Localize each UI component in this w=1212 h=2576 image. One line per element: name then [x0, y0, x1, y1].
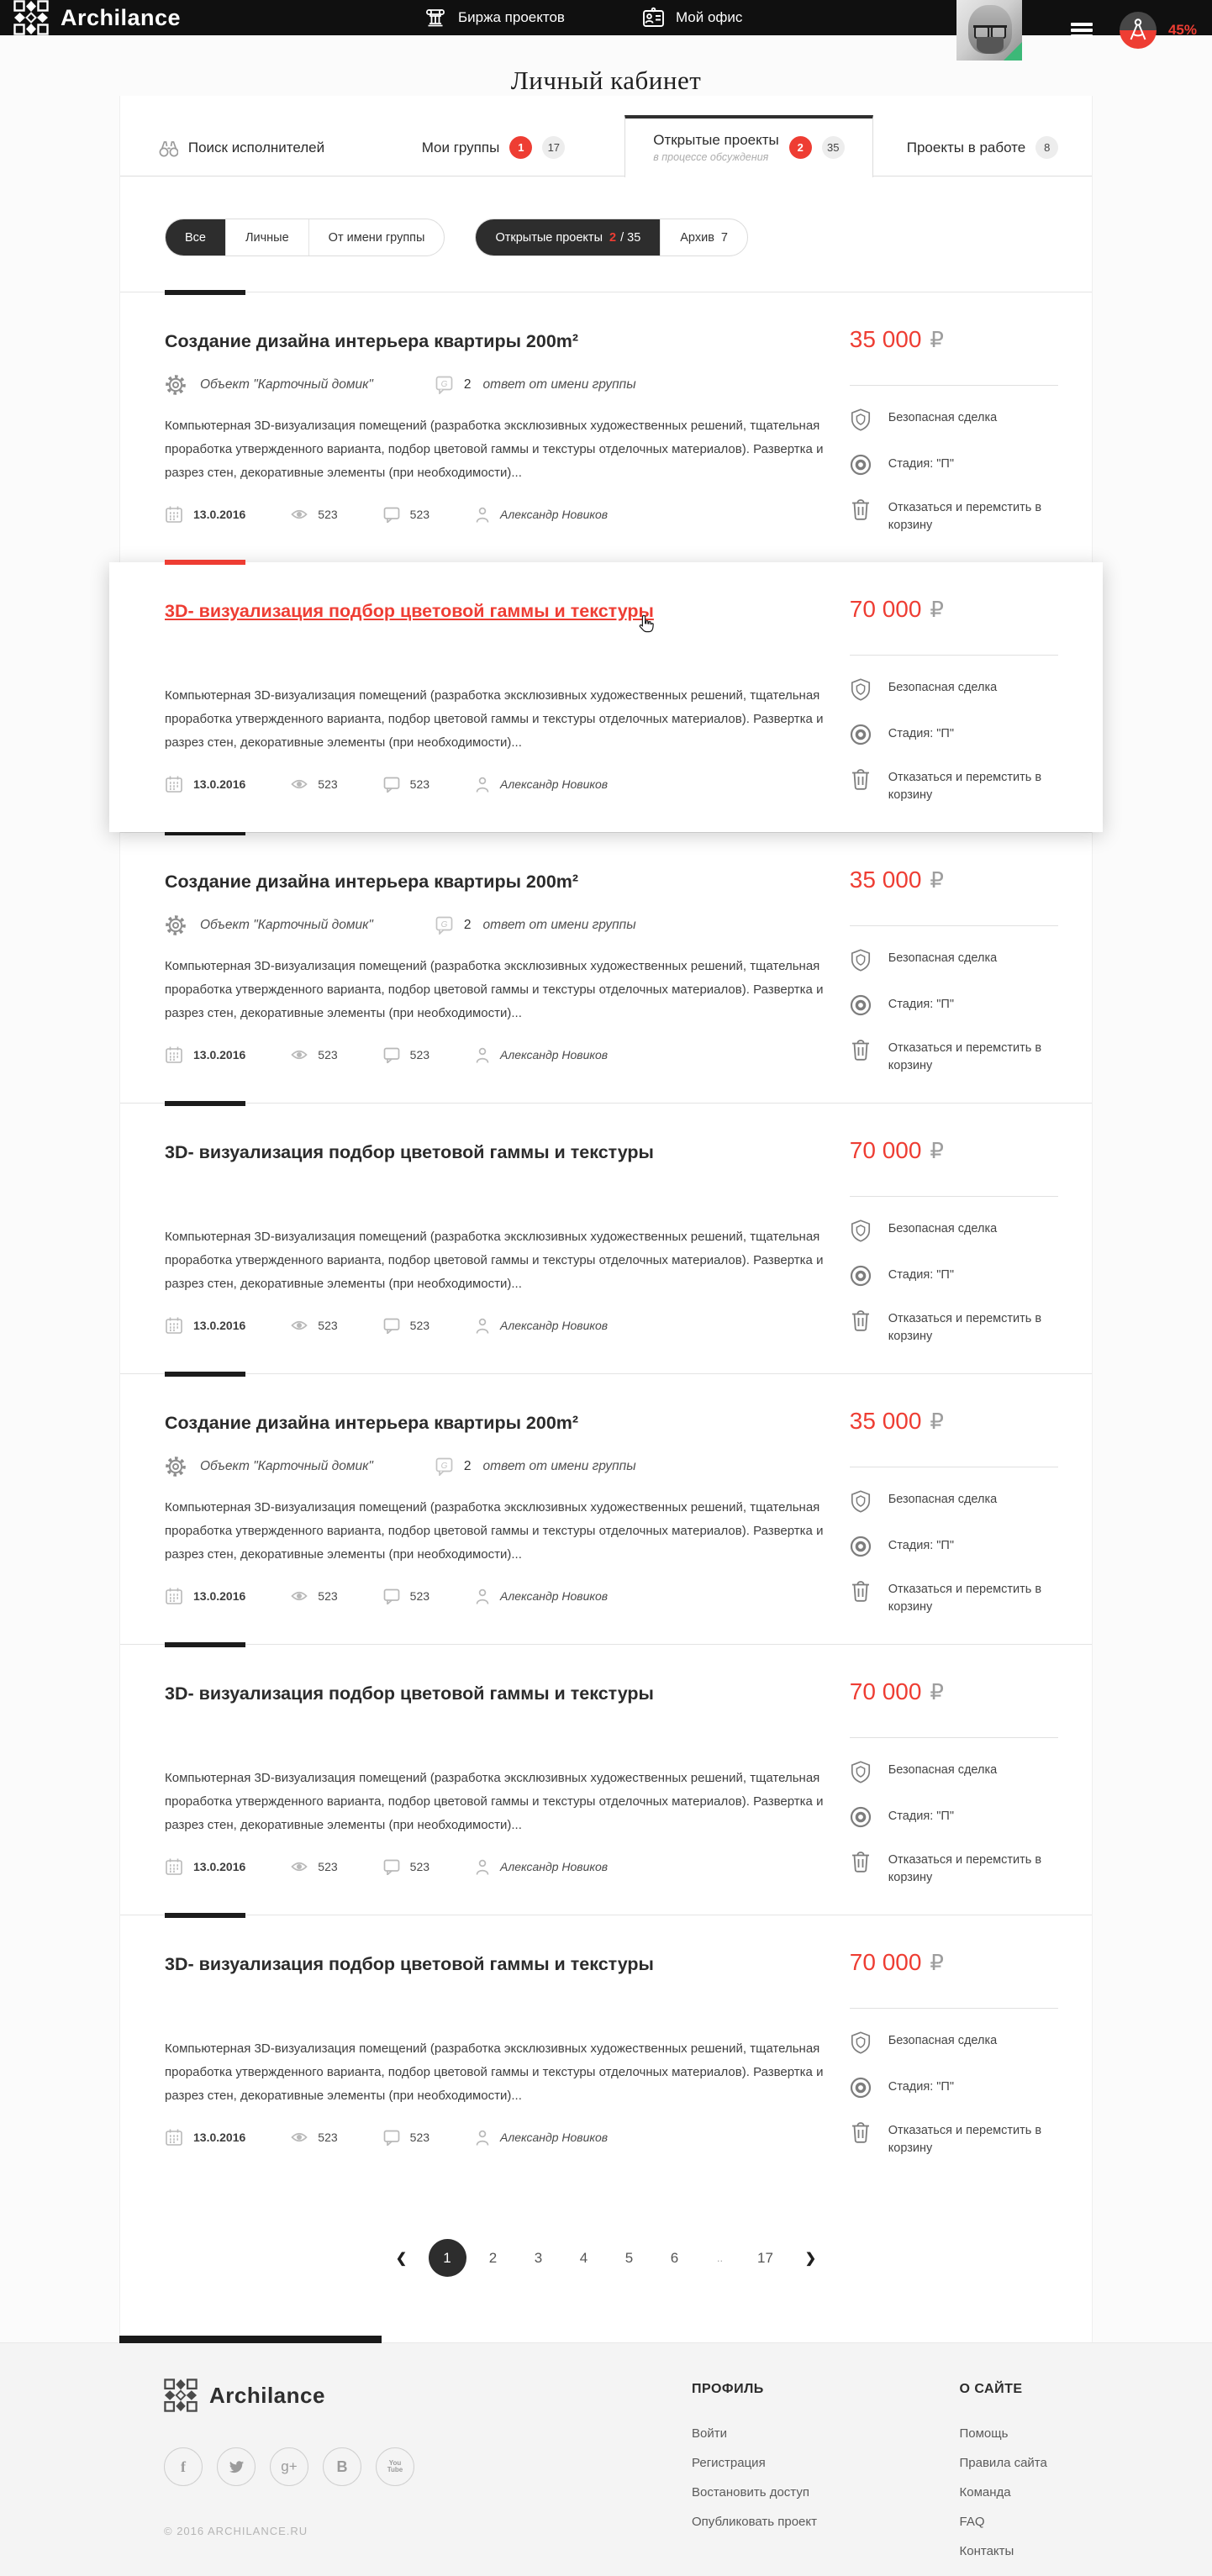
footer-column-profile — [692, 2378, 825, 2566]
ruble-sign: ₽ — [930, 598, 944, 623]
discard-action[interactable]: Отказаться и перемстить в корзину — [850, 1852, 1058, 1887]
project-card — [109, 562, 1103, 832]
chat-bubble-g-icon — [435, 916, 454, 935]
person-icon — [475, 1859, 490, 1875]
footer-link[interactable]: Команда — [959, 2485, 1011, 2500]
views-count: 523 — [291, 1318, 337, 1333]
card-stats-row — [165, 2128, 850, 2147]
comments-count[interactable]: 523 — [383, 1588, 429, 1604]
tab-label: Открытые проекты — [653, 132, 779, 148]
header-right-cluster — [956, 0, 1212, 61]
tab-4[interactable] — [873, 119, 1092, 176]
project-object: Объект "Карточный домик" — [165, 914, 373, 936]
page-number-17[interactable]: 17 — [757, 2249, 773, 2266]
tab-label: Поиск исполнителей — [187, 139, 325, 155]
project-card — [120, 1373, 1092, 1644]
card-stats-row — [165, 1857, 850, 1876]
publish-date: 13.0.2016 — [165, 1587, 245, 1605]
ruble-sign: ₽ — [930, 1951, 944, 1976]
calendar-icon — [165, 1587, 183, 1605]
ownership-filter-group — [165, 219, 445, 256]
footer-link[interactable]: Востановить доступ — [692, 2485, 809, 2500]
stage-row: Стадия: "П" — [850, 1808, 1058, 1828]
project-title-link[interactable]: Создание дизайна интерьера квартиры 200m² — [165, 1413, 579, 1433]
footer-link[interactable]: Контакты — [959, 2544, 1014, 2558]
ruble-sign: ₽ — [930, 868, 944, 893]
target-icon — [850, 454, 872, 476]
project-title-link[interactable]: 3D- визуализация подбор цветовой гаммы и текстуры — [165, 1142, 654, 1162]
project-price: 70 000 ₽ — [849, 1678, 944, 1705]
person-icon — [475, 1588, 490, 1604]
discard-action[interactable]: Отказаться и перемстить в корзину — [850, 769, 1058, 804]
publish-date: 13.0.2016 — [165, 2128, 245, 2147]
side-divider — [850, 655, 1058, 656]
project-description: Компьютерная 3D-визуализация помещений (разработка эксклюзивных художественных решений, тщательная проработка утвержденного варианта, подбор цветовой гаммы и текстуры отделочных материалов). Развертка и разрез стен, декоративные элементы (при необходимости)... — [165, 1230, 824, 1291]
comments-count[interactable]: 523 — [383, 1859, 429, 1875]
avatar-status-corner — [1003, 41, 1022, 61]
trash-icon — [850, 767, 872, 790]
compass-gauge-icon[interactable] — [1120, 12, 1157, 49]
google-plus-icon[interactable]: g+ — [270, 2447, 308, 2486]
pagination-ellipsis: .. — [716, 2252, 724, 2264]
comments-count[interactable]: 523 — [383, 1047, 429, 1063]
project-price: 35 000 ₽ — [849, 867, 944, 893]
tab-sublabel: в процессе обсуждения — [653, 151, 769, 163]
bank-icon — [424, 7, 446, 29]
publish-date: 13.0.2016 — [165, 1046, 245, 1064]
card-stats-row — [165, 1587, 850, 1605]
safe-deal-row: Безопасная сделка — [850, 950, 1058, 972]
page-number-6[interactable]: 6 — [670, 2249, 679, 2266]
hamburger-menu-icon[interactable] — [1071, 23, 1093, 38]
project-card — [120, 1103, 1092, 1373]
side-divider — [850, 925, 1058, 926]
card-stats-row — [165, 775, 850, 793]
project-description: Компьютерная 3D-визуализация помещений (разработка эксклюзивных художественных решений, тщательная проработка утвержденного варианта, подбор цветовой гаммы и текстуры отделочных материалов). Развертка и разрез стен, декоративные элементы (при необходимости)... — [165, 959, 824, 1020]
discard-action[interactable]: Отказаться и перемстить в корзину — [850, 1040, 1058, 1075]
project-title-link[interactable]: 3D- визуализация подбор цветовой гаммы и текстуры — [165, 601, 654, 621]
views-count: 523 — [291, 2130, 337, 2145]
card-stats-row — [165, 1316, 850, 1335]
person-icon — [475, 507, 490, 523]
discard-action[interactable]: Отказаться и перемстить в корзину — [850, 1310, 1058, 1346]
behance-icon[interactable]: B — [323, 2447, 361, 2486]
footer-link[interactable]: FAQ — [959, 2515, 985, 2529]
ruble-sign: ₽ — [930, 1139, 944, 1164]
project-title-link[interactable]: Создание дизайна интерьера квартиры 200m² — [165, 872, 579, 892]
project-description: Компьютерная 3D-визуализация помещений (разработка эксклюзивных художественных решений, тщательная проработка утвержденного варианта, подбор цветовой гаммы и текстуры отделочных материалов). Развертка и разрез стен, декоративные элементы (при необходимости)... — [165, 1500, 824, 1562]
trash-icon — [850, 1850, 872, 1873]
safe-deal-row: Безопасная сделка — [850, 679, 1058, 702]
publish-date: 13.0.2016 — [165, 505, 245, 524]
footer — [0, 2342, 1212, 2576]
target-icon — [850, 724, 872, 745]
comment-icon — [383, 1859, 400, 1875]
footer-column-title: ПРОФИЛЬ — [692, 2382, 764, 2396]
pagination-next[interactable]: ❯ — [804, 2251, 817, 2266]
tab-badge-red: 1 — [509, 136, 532, 159]
binoculars-icon — [158, 138, 178, 158]
project-description: Компьютерная 3D-визуализация помещений (разработка эксклюзивных художественных решений, тщательная проработка утвержденного варианта, подбор цветовой гаммы и текстуры отделочных материалов). Развертка и разрез стен, декоративные элементы (при необходимости)... — [165, 2041, 824, 2103]
card-accent-dash — [165, 560, 245, 565]
shield-icon — [850, 2031, 872, 2055]
views-count: 523 — [291, 1047, 337, 1062]
brand-logo[interactable] — [13, 0, 181, 35]
safe-deal-row: Безопасная сделка — [850, 1220, 1058, 1243]
publish-date: 13.0.2016 — [165, 1857, 245, 1876]
target-icon — [850, 1536, 872, 1557]
card-accent-dash — [165, 1372, 245, 1377]
trash-icon — [850, 1579, 872, 1602]
nav-item[interactable] — [424, 7, 565, 29]
person-icon — [475, 1047, 490, 1063]
pagination — [120, 2239, 1092, 2277]
card-side-panel — [850, 1645, 1058, 1915]
tab-badge-gray: 35 — [822, 136, 845, 159]
shield-icon — [850, 408, 872, 432]
discard-action[interactable]: Отказаться и перемстить в корзину — [850, 2122, 1058, 2157]
main-nav — [424, 7, 742, 29]
chat-bubble-g-icon — [435, 376, 454, 394]
project-author[interactable]: Александр Новиков — [475, 1588, 608, 1604]
comments-count[interactable]: 523 — [383, 1318, 429, 1334]
project-object: Объект "Карточный домик" — [165, 374, 373, 396]
card-accent-dash — [165, 1913, 245, 1918]
calendar-icon — [165, 505, 183, 524]
calendar-icon — [165, 2128, 183, 2147]
discard-action[interactable]: Отказаться и перемстить в корзину — [850, 499, 1058, 535]
views-count: 523 — [291, 777, 337, 792]
stage-row: Стадия: "П" — [850, 1537, 1058, 1557]
target-icon — [850, 1806, 872, 1828]
gear-icon — [165, 914, 187, 936]
eye-icon — [291, 1588, 308, 1604]
discard-action[interactable]: Отказаться и перемстить в корзину — [850, 1581, 1058, 1616]
card-accent-dash — [165, 290, 245, 295]
shield-icon — [850, 1489, 872, 1514]
footer-link[interactable]: Войти — [692, 2426, 727, 2441]
project-price: 70 000 ₽ — [849, 596, 944, 623]
pagination-prev[interactable]: ❮ — [395, 2251, 408, 2266]
tab-label: Проекты в работе — [906, 139, 1026, 155]
person-icon — [475, 1318, 490, 1334]
project-description: Компьютерная 3D-визуализация помещений (разработка эксклюзивных художественных решений, тщательная проработка утвержденного варианта, подбор цветовой гаммы и текстуры отделочных материалов). Развертка и разрез стен, декоративные элементы (при необходимости)... — [165, 419, 824, 480]
comment-icon — [383, 1047, 400, 1063]
footer-brand-block — [164, 2378, 414, 2566]
tab-badge-gray: 17 — [542, 136, 565, 159]
footer-link[interactable]: Помощь — [959, 2426, 1009, 2441]
profile-completion-percent: 45% — [1167, 22, 1197, 38]
chat-bubble-g-icon — [435, 1457, 454, 1476]
filter-segment[interactable]: Архив 7 — [660, 219, 747, 255]
card-side-panel — [850, 1374, 1058, 1644]
person-icon — [475, 777, 490, 793]
project-author[interactable]: Александр Новиков — [475, 2130, 608, 2146]
footer-brand-name: Archilance — [209, 2382, 325, 2408]
safe-deal-row: Безопасная сделка — [850, 1762, 1058, 1784]
footer-link[interactable]: Регистрация — [692, 2456, 766, 2470]
filter-bar — [120, 176, 1092, 292]
project-title-link[interactable]: 3D- визуализация подбор цветовой гаммы и текстуры — [165, 1954, 654, 1974]
project-author[interactable]: Александр Новиков — [475, 1859, 608, 1875]
tab-3[interactable] — [624, 115, 873, 177]
hand-cursor — [635, 614, 655, 635]
tab-badge-red: 2 — [789, 136, 812, 159]
calendar-icon — [165, 775, 183, 793]
eye-icon — [291, 1047, 308, 1062]
card-stats-row — [165, 1046, 850, 1064]
nav-item[interactable] — [642, 7, 742, 29]
eye-icon — [291, 507, 308, 522]
target-icon — [850, 2077, 872, 2099]
group-replies[interactable]: 2 ответ от имени группы — [435, 916, 636, 935]
shield-icon — [850, 948, 872, 972]
card-side-panel — [850, 562, 1058, 832]
trash-icon — [850, 1309, 872, 1331]
logo-icon — [164, 2378, 198, 2412]
calendar-icon — [165, 1857, 183, 1876]
filter-segment[interactable]: Все — [166, 219, 225, 255]
shield-icon — [850, 677, 872, 702]
card-meta-row — [165, 909, 850, 941]
comment-icon — [383, 507, 400, 523]
filter-segment[interactable]: От имени группы — [308, 219, 445, 255]
eye-icon — [291, 777, 308, 792]
tab-bar — [120, 119, 1092, 176]
page-number-5[interactable]: 5 — [624, 2249, 634, 2266]
project-card — [120, 1915, 1092, 2185]
project-author[interactable]: Александр Новиков — [475, 1318, 608, 1334]
filter-segment[interactable]: Открытые проекты 2 / 35 — [476, 219, 660, 255]
card-side-panel — [850, 292, 1058, 562]
tab-badge-gray: 8 — [1035, 136, 1058, 159]
user-avatar[interactable] — [956, 0, 1022, 61]
comment-icon — [383, 1588, 400, 1604]
facebook-icon[interactable]: f — [164, 2447, 203, 2486]
card-side-panel — [850, 1104, 1058, 1373]
trash-icon — [850, 2120, 872, 2143]
card-accent-dash — [165, 1642, 245, 1647]
calendar-icon — [165, 1316, 183, 1335]
eye-icon — [291, 2130, 308, 2145]
card-accent-dash — [165, 1101, 245, 1106]
project-price: 35 000 ₽ — [849, 326, 944, 353]
shield-icon — [850, 1760, 872, 1784]
youtube-icon[interactable]: You Tube — [376, 2447, 414, 2486]
project-title-link[interactable]: Создание дизайна интерьера квартиры 200m² — [165, 331, 579, 351]
card-stats-row — [165, 505, 850, 524]
comment-icon — [383, 777, 400, 793]
safe-deal-row: Безопасная сделка — [850, 409, 1058, 432]
top-navigation-bar — [0, 0, 1212, 38]
footer-column-about — [960, 2378, 1093, 2566]
project-object: Объект "Карточный домик" — [165, 1456, 373, 1478]
tab-2[interactable] — [362, 119, 624, 176]
filter-segment[interactable]: Личные — [225, 219, 308, 255]
eye-icon — [291, 1318, 308, 1333]
gear-icon — [165, 1456, 187, 1478]
card-side-panel — [850, 833, 1058, 1103]
stage-row: Стадия: "П" — [850, 2078, 1058, 2099]
footer-link[interactable]: Правила сайта — [959, 2456, 1047, 2470]
safe-deal-row: Безопасная сделка — [850, 2032, 1058, 2055]
views-count: 523 — [291, 1588, 337, 1604]
comments-count[interactable]: 523 — [383, 777, 429, 793]
social-links — [164, 2447, 414, 2486]
tab-label: Мои группы — [421, 139, 500, 155]
project-card — [120, 832, 1092, 1103]
project-author[interactable]: Александр Новиков — [475, 1047, 608, 1063]
card-side-panel — [850, 1915, 1058, 2185]
tab-1[interactable] — [120, 119, 362, 176]
comment-icon — [383, 1318, 400, 1334]
project-author[interactable]: Александр Новиков — [475, 507, 608, 523]
stage-row: Стадия: "П" — [850, 1267, 1058, 1287]
id-card-icon — [642, 7, 664, 29]
publish-date: 13.0.2016 — [165, 1316, 245, 1335]
nav-item-label: Мой офис — [675, 9, 743, 25]
target-icon — [850, 1265, 872, 1287]
project-price: 70 000 ₽ — [849, 1949, 944, 1976]
views-count: 523 — [291, 507, 337, 522]
comments-count[interactable]: 523 — [383, 507, 429, 523]
page-number-1[interactable]: 1 — [429, 2239, 466, 2277]
trash-icon — [850, 1038, 872, 1061]
footer-column-title: О САЙТЕ — [959, 2382, 1023, 2396]
stage-row: Стадия: "П" — [850, 996, 1058, 1016]
state-filter-group — [475, 219, 748, 256]
card-meta-row — [165, 369, 850, 401]
comment-icon — [383, 2130, 400, 2146]
ruble-sign: ₽ — [930, 1409, 944, 1435]
project-author[interactable]: Александр Новиков — [475, 777, 608, 793]
comments-count[interactable]: 523 — [383, 2130, 429, 2146]
card-meta-row — [165, 1451, 850, 1483]
side-divider — [850, 2008, 1058, 2009]
page-number-4[interactable]: 4 — [579, 2249, 588, 2266]
side-divider — [850, 1196, 1058, 1197]
copyright: © 2016 ARCHILANCE.RU — [164, 2525, 308, 2537]
project-card — [120, 292, 1092, 562]
project-price: 70 000 ₽ — [849, 1137, 944, 1164]
group-replies[interactable]: 2 ответ от имени группы — [435, 1457, 636, 1476]
calendar-icon — [165, 1046, 183, 1064]
shield-icon — [850, 1219, 872, 1243]
project-card-list — [120, 292, 1092, 2185]
stage-row: Стадия: "П" — [850, 725, 1058, 745]
footer-link[interactable]: Опубликовать проект — [692, 2515, 817, 2529]
project-description: Компьютерная 3D-визуализация помещений (разработка эксклюзивных художественных решений, тщательная проработка утвержденного варианта, подбор цветовой гаммы и текстуры отделочных материалов). Развертка и разрез стен, декоративные элементы (при необходимости)... — [165, 688, 824, 750]
twitter-icon[interactable] — [217, 2447, 256, 2486]
footer-brand-logo[interactable] — [164, 2378, 414, 2412]
footer-accent-bar — [119, 2336, 382, 2343]
group-replies[interactable]: 2 ответ от имени группы — [435, 376, 636, 394]
page-number-2[interactable]: 2 — [488, 2249, 498, 2266]
project-title-link[interactable]: 3D- визуализация подбор цветовой гаммы и текстуры — [165, 1683, 654, 1704]
page-title: Личный кабинет — [510, 66, 702, 95]
nav-item-label: Биржа проектов — [458, 9, 565, 25]
safe-deal-row: Безопасная сделка — [850, 1491, 1058, 1514]
side-divider — [850, 1737, 1058, 1738]
side-divider — [850, 385, 1058, 386]
page-number-3[interactable]: 3 — [534, 2249, 543, 2266]
target-icon — [850, 994, 872, 1016]
logo-icon — [13, 0, 49, 35]
project-description: Компьютерная 3D-визуализация помещений (разработка эксклюзивных художественных решений, тщательная проработка утвержденного варианта, подбор цветовой гаммы и текстуры отделочных материалов). Развертка и разрез стен, декоративные элементы (при необходимости)... — [165, 1771, 824, 1832]
trash-icon — [850, 498, 872, 520]
project-price: 35 000 ₽ — [849, 1408, 944, 1435]
person-icon — [475, 2130, 490, 2146]
gear-icon — [165, 374, 187, 396]
eye-icon — [291, 1859, 308, 1874]
stage-row: Стадия: "П" — [850, 456, 1058, 476]
project-card — [120, 1644, 1092, 1915]
content-container — [119, 96, 1093, 2342]
views-count: 523 — [291, 1859, 337, 1874]
ruble-sign: ₽ — [930, 328, 944, 353]
brand-name: Archilance — [61, 4, 182, 30]
publish-date: 13.0.2016 — [165, 775, 245, 793]
ruble-sign: ₽ — [930, 1680, 944, 1705]
